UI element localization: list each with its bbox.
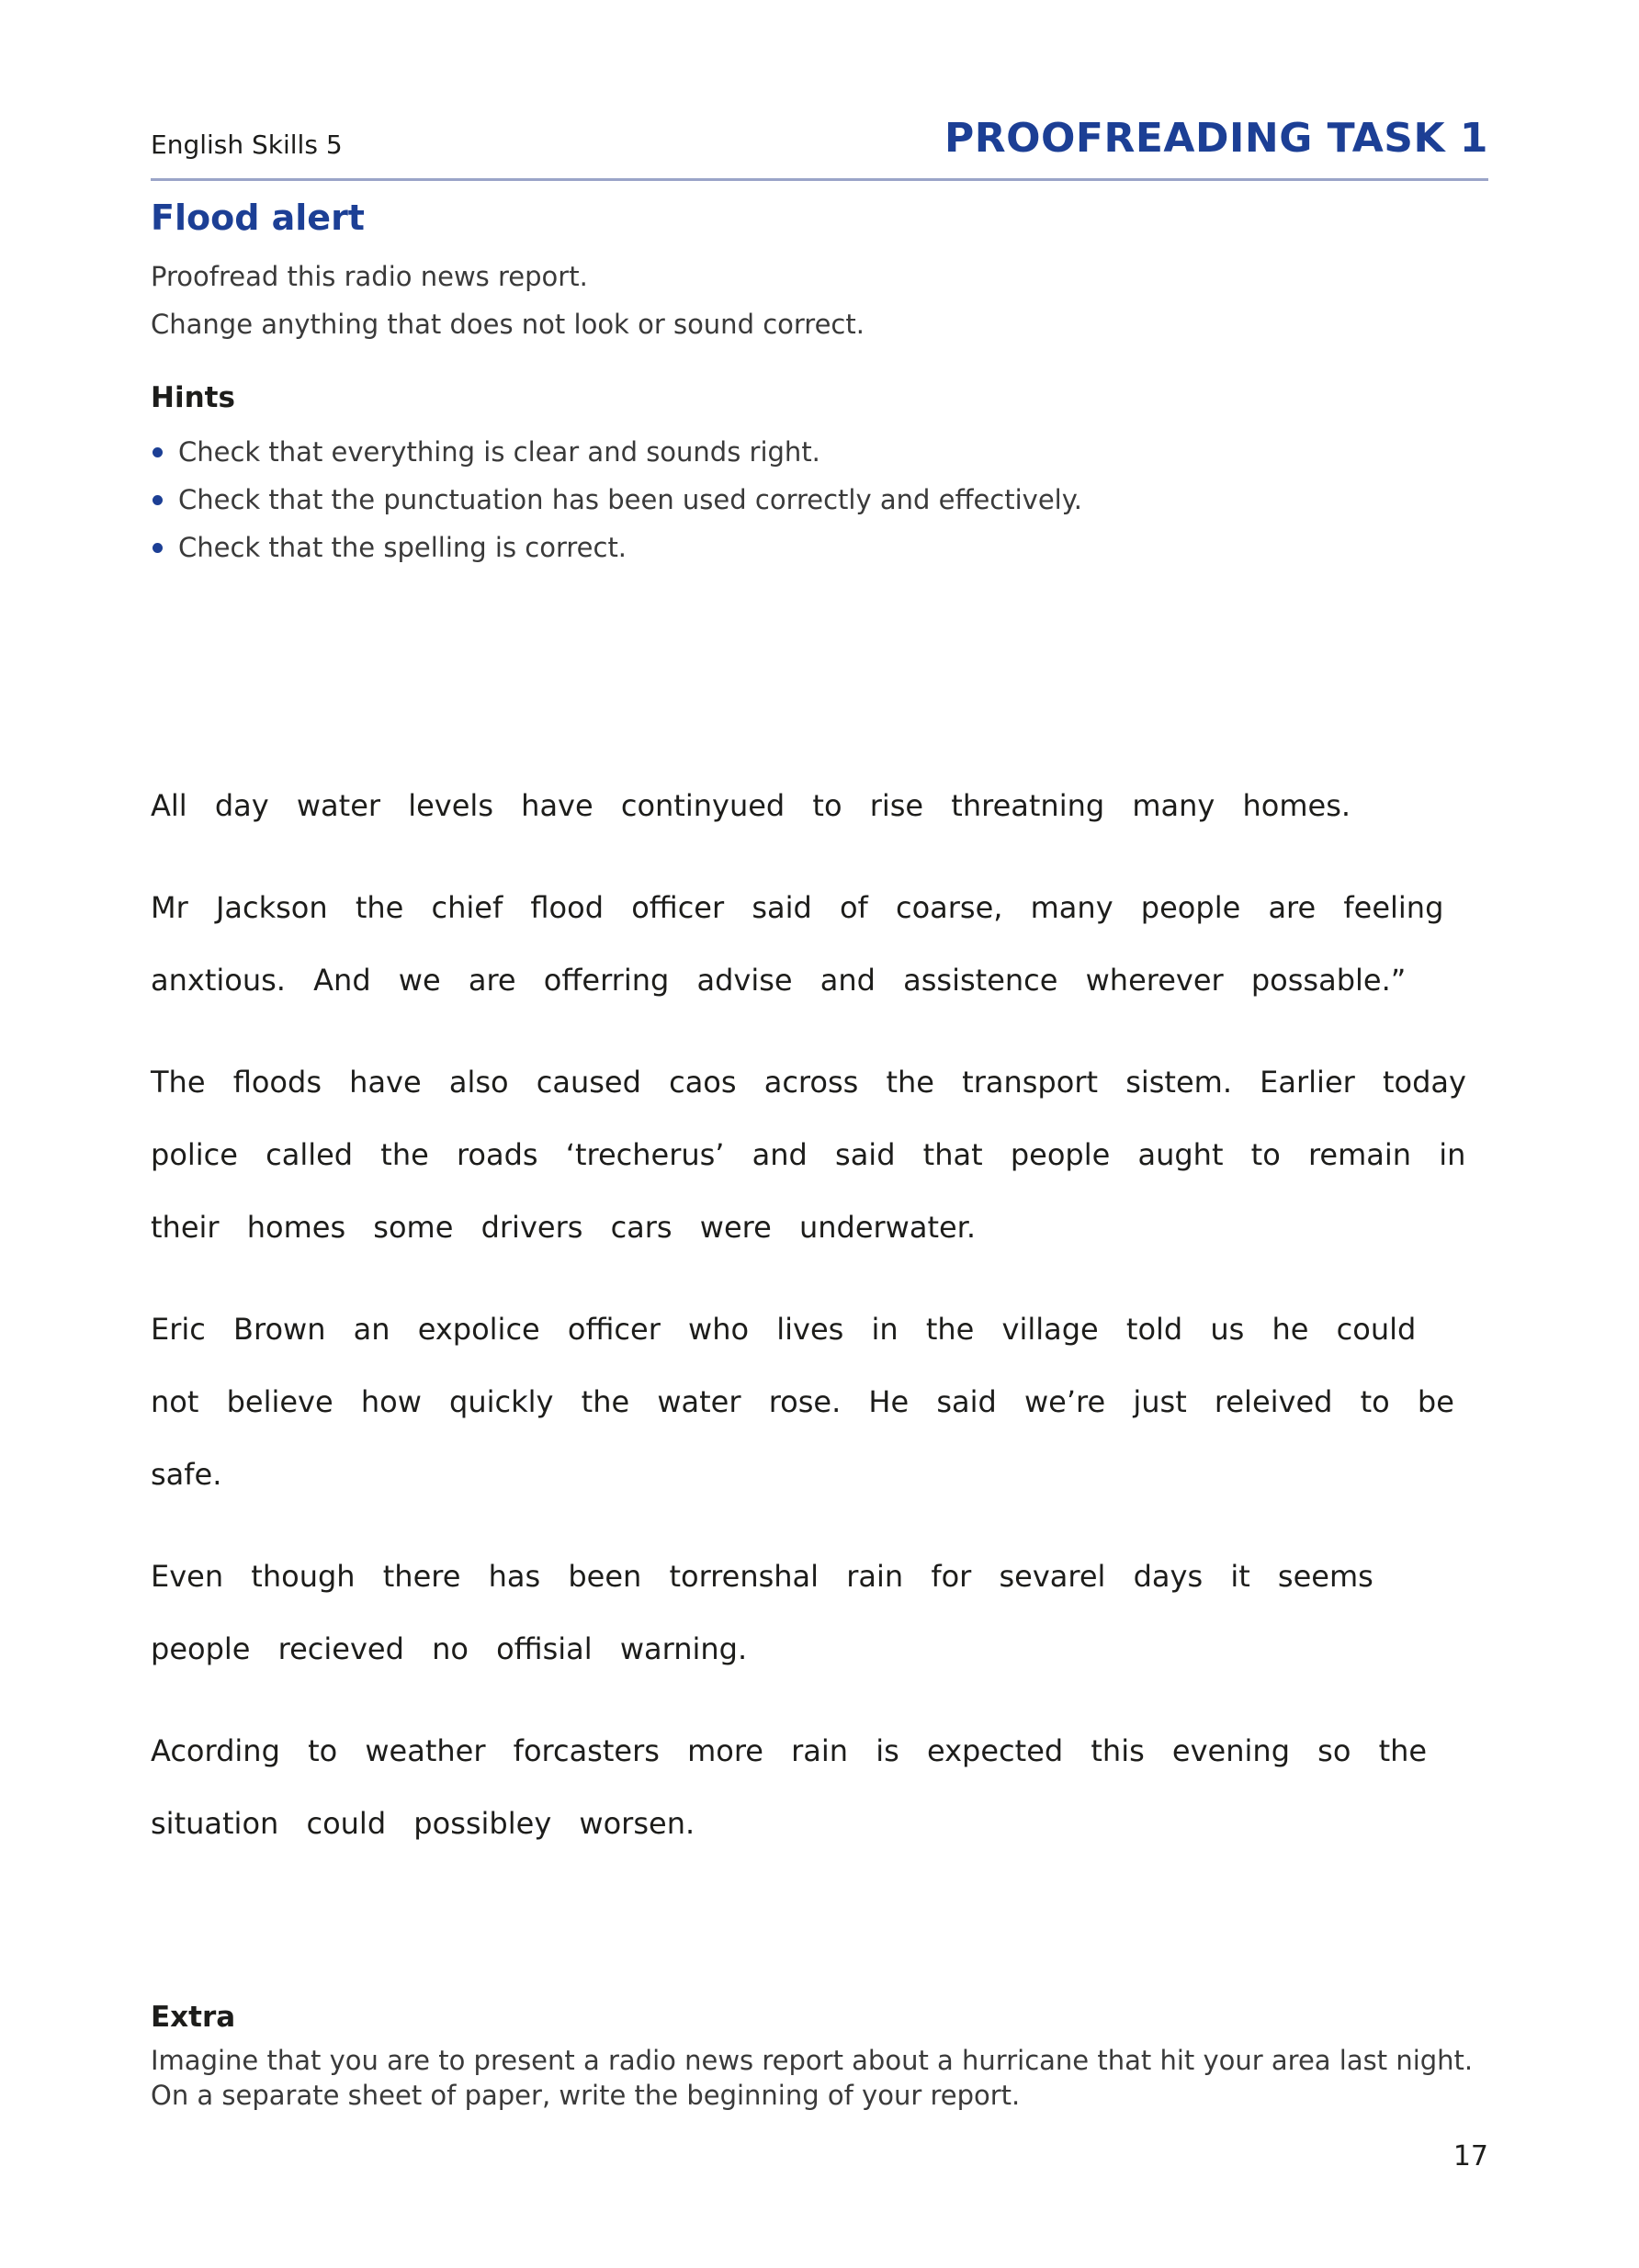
news-report	[151, 770, 1488, 1890]
document-title: Flood alert	[151, 197, 365, 238]
hint-item: Check that the spelling is correct.	[151, 524, 1082, 571]
instructions	[151, 253, 865, 348]
instruction-line: Change anything that does not look or sound correct.	[151, 309, 865, 340]
extra-heading: Extra	[151, 2001, 236, 2034]
extra-line: On a separate sheet of paper, write the beginning of your report.	[151, 2080, 1021, 2111]
page-header	[151, 108, 1488, 181]
hints-heading: Hints	[151, 381, 235, 414]
extra-line: Imagine that you are to present a radio news report about a hurricane that hit your area last night.	[151, 2045, 1474, 2076]
page-number: 17	[1452, 2140, 1488, 2172]
report-paragraph: All day water levels have continyued to rise threatning many homes.	[151, 788, 1351, 823]
hint-item: Check that the punctuation has been used correctly and effectively.	[151, 476, 1082, 524]
hints-list	[151, 428, 1082, 571]
series-label: English Skills 5	[151, 130, 343, 160]
report-paragraph: Even though there has been torrenshal rain for sevarel days it seems people recieved no offisial warning.	[151, 1559, 1373, 1666]
report-paragraph: Mr Jackson the chief flood officer said of coarse, many people are feeling anxtious. And we are offerring advise and assistence wherever possable.”	[151, 890, 1444, 998]
extra-text	[151, 2043, 1473, 2113]
task-title: PROOFREADING TASK 1	[944, 115, 1488, 162]
instruction-line: Proofread this radio news report.	[151, 261, 588, 292]
hint-item: Check that everything is clear and sounds right.	[151, 428, 1082, 476]
report-paragraph: The floods have also caused caos across the transport sistem. Earlier today police called the roads ‘trecherus’ and said that people aught to remain in their homes some drivers cars were underwater.	[151, 1065, 1466, 1245]
page	[151, 0, 1488, 2268]
report-paragraph: Acording to weather forcasters more rain is expected this evening so the situation could possibley worsen.	[151, 1733, 1428, 1841]
report-paragraph: Eric Brown an expolice officer who lives in the village told us he could not believe how quickly the water rose. He said we’re just releived to be safe.	[151, 1312, 1454, 1492]
